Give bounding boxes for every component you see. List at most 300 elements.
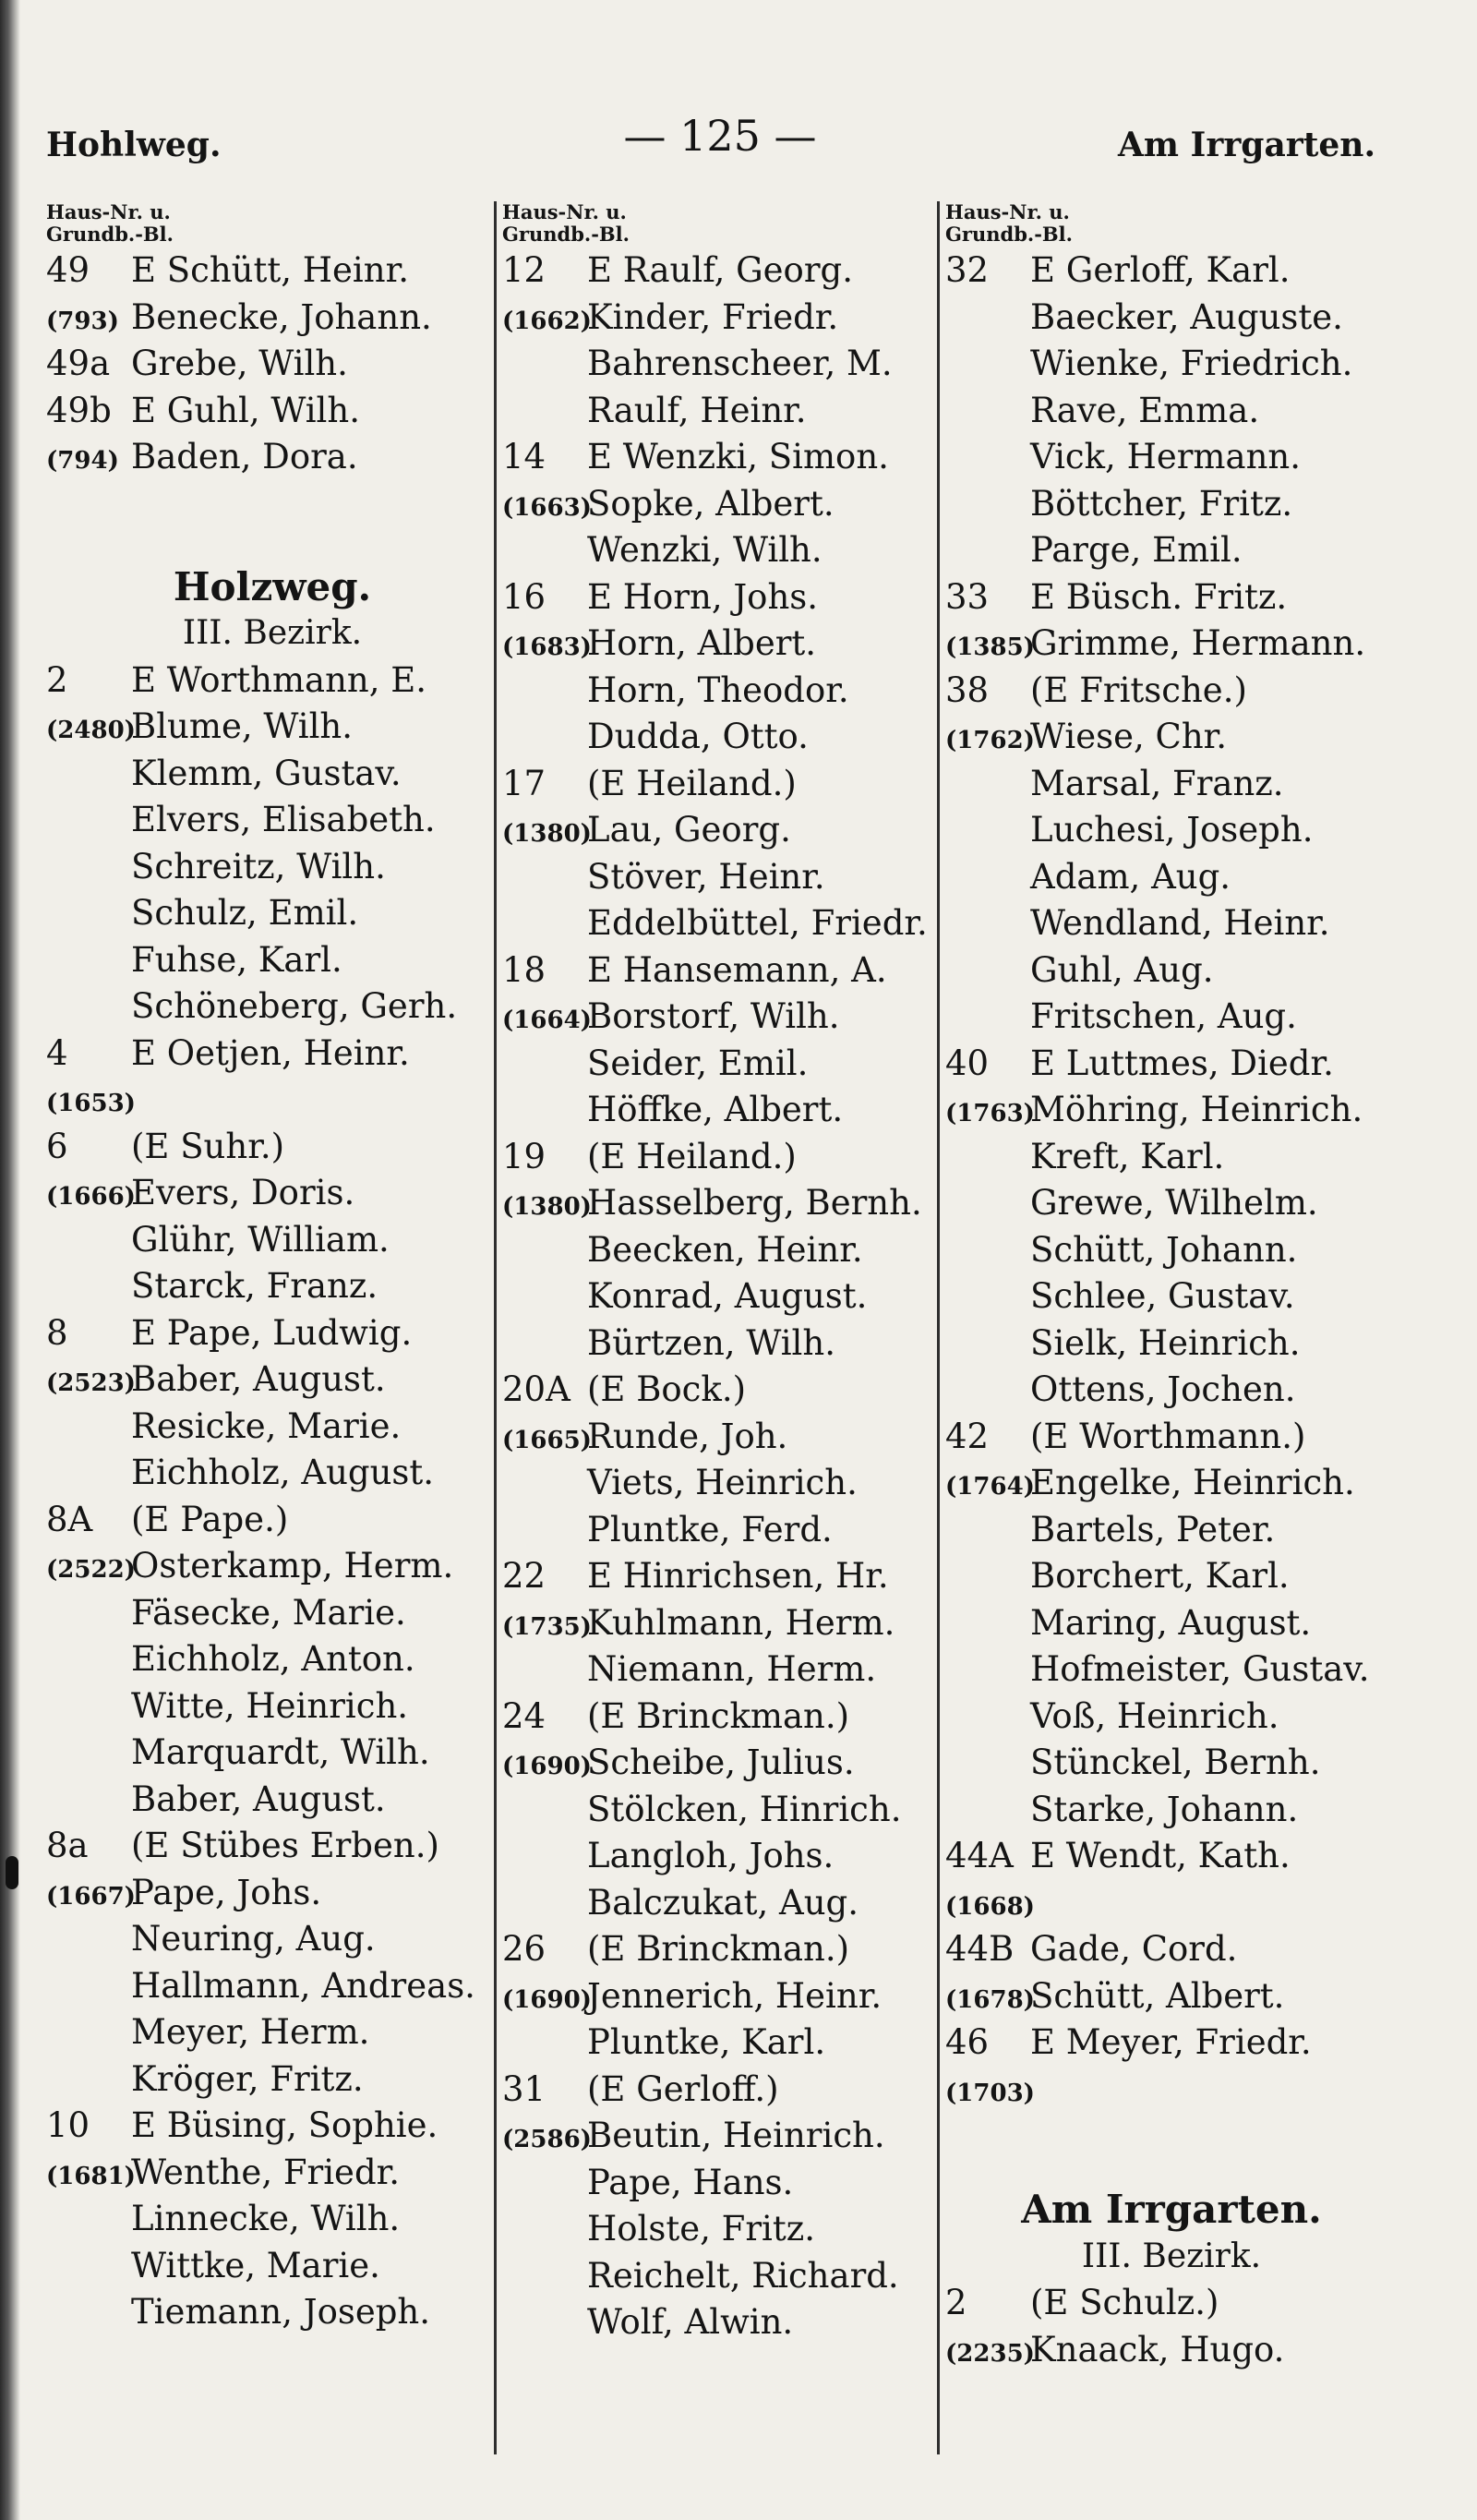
directory-entry: [945, 1041, 1398, 1088]
resident-name: Meyer, Herm.: [131, 2012, 370, 2052]
resident-name: Fäsecke, Marie.: [131, 1592, 406, 1633]
resident-name: Benecke, Johann.: [131, 296, 432, 337]
resident-name: (E Worthmann.): [1030, 1416, 1306, 1456]
land-register-number: (794): [46, 447, 119, 475]
resident-name: Maring, August.: [1030, 1602, 1312, 1643]
resident-name: Wenthe, Friedr.: [131, 2152, 401, 2192]
house-number: 16: [502, 576, 546, 617]
column-3: [937, 201, 1398, 2454]
resident-name: Jennerich, Heinr.: [587, 1975, 883, 2016]
column-header: Haus-Nr. u. Grundb.-Bl.: [502, 200, 630, 246]
house-number: 44B: [945, 1929, 1015, 1969]
resident-name: Luchesi, Joseph.: [1030, 810, 1314, 850]
resident-name: Baecker, Auguste.: [1030, 296, 1343, 337]
house-number: 6: [46, 1126, 68, 1166]
resident-name: E Meyer, Friedr.: [1030, 2022, 1312, 2062]
resident-name: Schütt, Albert.: [1030, 1975, 1285, 2016]
land-register-number: (2235): [945, 2339, 1035, 2368]
land-register-number: (1764): [945, 1473, 1035, 1501]
resident-name: Osterkamp, Herm.: [131, 1546, 454, 1586]
resident-name: Kinder, Friedr.: [587, 296, 839, 337]
directory-entry: [502, 1880, 955, 1927]
resident-name: Horn, Theodor.: [587, 669, 849, 710]
directory-entry: [502, 1926, 955, 1973]
resident-name: (E Schulz.): [1030, 2283, 1219, 2322]
land-register-number: (1653): [46, 1090, 136, 1117]
directory-entry: [502, 1694, 955, 1741]
resident-name: (E Suhr.): [131, 1126, 285, 1166]
directory-entry: [945, 295, 1398, 342]
resident-name: Beutin, Heinrich.: [587, 2116, 885, 2155]
resident-name: Ottens, Jochen.: [1030, 1369, 1296, 1409]
land-register-number: (2522): [46, 1556, 136, 1584]
directory-entry: [502, 2113, 955, 2160]
directory-entry: [46, 1404, 498, 1451]
directory-entry: [945, 1087, 1398, 1134]
resident-name: Balczukat, Aug.: [587, 1882, 859, 1923]
house-number: 44A: [945, 1836, 1014, 1875]
directory-entry: [46, 247, 498, 295]
resident-name: Stölcken, Hinrich.: [587, 1789, 902, 1829]
directory-entry: [945, 1134, 1398, 1181]
resident-name: Marquardt, Wilh.: [131, 1732, 430, 1772]
resident-name: E Raulf, Georg.: [587, 250, 853, 290]
directory-entry: [945, 1880, 1398, 1927]
resident-name: (E Stübes Erben.): [131, 1826, 439, 1865]
directory-entry: [46, 1916, 498, 1963]
resident-name: Neuring, Aug.: [131, 1919, 376, 1959]
page-number: — 125 —: [623, 111, 817, 161]
resident-name: E Wenzki, Simon.: [587, 437, 889, 476]
resident-name: (E Heiland.): [587, 1136, 797, 1176]
directory-entry: [502, 341, 955, 388]
holzweg-entries-cont: [945, 247, 1398, 2113]
directory-entry: [945, 1507, 1398, 1554]
land-register-number: (1380): [502, 820, 592, 848]
resident-name: Borchert, Karl.: [1030, 1556, 1290, 1596]
directory-entry: [502, 2253, 955, 2300]
directory-entry: [46, 388, 498, 435]
directory-entry: [945, 527, 1398, 574]
directory-entry: [46, 937, 498, 984]
land-register-number: (1703): [945, 2079, 1035, 2107]
resident-name: Resicke, Marie.: [131, 1405, 402, 1446]
directory-entry: [502, 1414, 955, 1461]
directory-entry: [46, 704, 498, 751]
resident-name: Adam, Aug.: [1030, 856, 1231, 897]
directory-entry: [502, 947, 955, 995]
resident-name: E Büsch. Fritz.: [1030, 576, 1288, 617]
directory-entry: [46, 1077, 498, 1124]
street-title-am-irrgarten: Am Irrgarten.: [1021, 2187, 1322, 2232]
running-head-right: Am Irrgarten.: [1117, 126, 1375, 164]
directory-entry: [46, 2196, 498, 2243]
resident-name: Elvers, Elisabeth.: [131, 800, 436, 839]
house-number: 20A: [502, 1369, 570, 1409]
resident-name: Stünckel, Bernh.: [1030, 1742, 1321, 1782]
directory-entry: [945, 1460, 1398, 1507]
resident-name: Klemm, Gustav.: [131, 753, 402, 793]
resident-name: (E Gerloff.): [587, 2068, 779, 2109]
resident-name: Kuhlmann, Herm.: [587, 1602, 895, 1643]
resident-name: Baber, August.: [131, 1778, 386, 1819]
resident-name: Baden, Dora.: [131, 437, 358, 476]
house-number: 8: [46, 1312, 68, 1353]
house-number: 24: [502, 1695, 546, 1736]
directory-entry: [502, 2020, 955, 2067]
directory-entry: [502, 247, 955, 295]
house-number: 46: [945, 2022, 990, 2062]
land-register-number: (1762): [945, 727, 1035, 754]
house-number: 19: [502, 1136, 546, 1176]
resident-name: Dudda, Otto.: [587, 717, 809, 756]
resident-name: Eddelbüttel, Friedr.: [587, 903, 928, 943]
resident-name: E Hansemann, A.: [587, 949, 887, 990]
directory-entry: [945, 1646, 1398, 1694]
holzweg-entries-cont: [502, 247, 955, 2346]
resident-name: Bürtzen, Wilh.: [587, 1322, 835, 1363]
resident-name: Holste, Fritz.: [587, 2209, 815, 2249]
running-head-left: Hohlweg.: [46, 126, 222, 164]
house-number: 17: [502, 763, 546, 803]
resident-name: Höffke, Albert.: [587, 1090, 844, 1129]
directory-entry: [945, 574, 1398, 621]
directory-entry: [46, 2103, 498, 2150]
resident-name: Tiemann, Joseph.: [131, 2292, 431, 2332]
resident-name: Möhring, Heinrich.: [1030, 1090, 1363, 1129]
directory-entry: [945, 1694, 1398, 1741]
land-register-number: (1664): [502, 1007, 592, 1034]
resident-name: Eichholz, Anton.: [131, 1639, 415, 1679]
directory-entry: [502, 714, 955, 761]
resident-name: (E Fritsche.): [1030, 669, 1247, 710]
land-register-number: (2523): [46, 1369, 136, 1397]
directory-entry: [502, 295, 955, 342]
resident-name: Langloh, Johs.: [587, 1836, 835, 1875]
directory-entry: [46, 2289, 498, 2336]
directory-entry: [945, 900, 1398, 947]
directory-entry: [502, 388, 955, 435]
directory-entry: [945, 1740, 1398, 1787]
directory-entry: [502, 1973, 955, 2020]
directory-entry: [46, 1031, 498, 1078]
directory-entry: [945, 947, 1398, 995]
resident-name: E Worthmann, E.: [131, 659, 427, 700]
land-register-number: (1690): [502, 1985, 592, 2014]
directory-entry: [945, 1787, 1398, 1834]
house-number: 4: [46, 1032, 68, 1073]
directory-entry: [945, 1973, 1398, 2020]
resident-name: Wittke, Marie.: [131, 2245, 380, 2285]
directory-entry: [46, 2009, 498, 2056]
directory-entry: [46, 434, 498, 481]
resident-name: Pape, Hans.: [587, 2162, 794, 2202]
resident-name: Starke, Johann.: [1030, 1789, 1299, 1829]
land-register-number: (1665): [502, 1426, 592, 1454]
hohlweg-entries: [46, 247, 498, 481]
resident-name: Pape, Johs.: [131, 1872, 322, 1912]
directory-entry: [502, 900, 955, 947]
directory-entry: [46, 341, 498, 388]
directory-entry: [945, 1926, 1398, 1973]
directory-entry: [945, 1833, 1398, 1880]
land-register-number: (1681): [46, 2162, 136, 2190]
resident-name: Seider, Emil.: [587, 1043, 809, 1083]
resident-name: Konrad, August.: [587, 1276, 868, 1316]
land-register-number: (1735): [502, 1612, 592, 1641]
resident-name: (E Brinckman.): [587, 1929, 850, 1969]
resident-name: E Gerloff, Karl.: [1030, 250, 1291, 290]
directory-entry: [46, 797, 498, 844]
directory-entry: [945, 434, 1398, 481]
resident-name: Fuhse, Karl.: [131, 939, 342, 980]
resident-name: Schreitz, Wilh.: [131, 846, 386, 886]
directory-entry: [945, 1367, 1398, 1414]
resident-name: Raulf, Heinr.: [587, 390, 807, 430]
directory-entry: [46, 1963, 498, 2010]
column-header: Haus-Nr. u. Grundb.-Bl.: [945, 200, 1073, 246]
directory-entry: [502, 2067, 955, 2114]
resident-name: Stöver, Heinr.: [587, 856, 825, 897]
directory-entry: [502, 1600, 955, 1647]
resident-name: Grebe, Wilh.: [131, 344, 348, 383]
resident-name: Hasselberg, Bernh.: [587, 1183, 922, 1223]
resident-name: E Wendt, Kath.: [1030, 1836, 1291, 1875]
directory-entry: [502, 1134, 955, 1181]
directory-entry: [502, 621, 955, 668]
directory-entry: [502, 807, 955, 854]
directory-entry: [502, 854, 955, 901]
directory-entry: [945, 247, 1398, 295]
resident-name: E Oetjen, Heinr.: [131, 1032, 410, 1073]
land-register-number: (1763): [945, 1100, 1035, 1127]
resident-name: E Büsing, Sophie.: [131, 2105, 438, 2145]
resident-name: Böttcher, Fritz.: [1030, 483, 1293, 524]
directory-entry: [502, 761, 955, 808]
am-irrgarten-entries: [945, 2280, 1398, 2373]
directory-entry: [945, 2327, 1398, 2374]
directory-entry: [945, 994, 1398, 1041]
directory-entry: [945, 1227, 1398, 1274]
resident-name: Marsal, Franz.: [1030, 763, 1284, 803]
binding-mark: [6, 1856, 18, 1889]
directory-entry: [945, 621, 1398, 668]
street-title-holzweg: Holzweg.: [173, 563, 372, 609]
house-number: 26: [502, 1929, 546, 1969]
resident-name: Niemann, Herm.: [587, 1649, 877, 1689]
house-number: 2: [945, 2283, 967, 2322]
directory-entry: [502, 1087, 955, 1134]
directory-entry: [46, 1590, 498, 1637]
resident-name: Bahrenscheer, M.: [587, 344, 893, 383]
resident-name: Sielk, Heinrich.: [1030, 1322, 1301, 1363]
resident-name: E Luttmes, Diedr.: [1030, 1043, 1334, 1083]
resident-name: (E Brinckman.): [587, 1695, 850, 1736]
directory-entry: [46, 295, 498, 342]
land-register-number: (1662): [502, 307, 592, 335]
directory-entry: [502, 434, 955, 481]
house-number: 8a: [46, 1826, 89, 1865]
resident-name: Schlee, Gustav.: [1030, 1276, 1295, 1316]
house-number: 14: [502, 437, 546, 476]
directory-entry: [46, 1450, 498, 1497]
directory-entry: [46, 1356, 498, 1404]
resident-name: (E Heiland.): [587, 763, 797, 803]
directory-entry: [502, 1787, 955, 1834]
directory-entry: [46, 2243, 498, 2290]
directory-entry: [502, 1646, 955, 1694]
resident-name: Beecken, Heinr.: [587, 1229, 863, 1270]
resident-name: Kreft, Karl.: [1030, 1136, 1225, 1176]
column-1: [46, 201, 498, 2336]
directory-entry: [46, 1170, 498, 1217]
resident-name: Voß, Heinrich.: [1030, 1695, 1279, 1736]
resident-name: Wiese, Chr.: [1030, 717, 1228, 756]
district-label: III. Bezirk.: [182, 614, 363, 652]
directory-entry: [46, 1870, 498, 1917]
directory-entry: [46, 1823, 498, 1870]
directory-entry: [945, 1273, 1398, 1320]
resident-name: E Schütt, Heinr.: [131, 250, 409, 290]
resident-name: Wenzki, Wilh.: [587, 530, 823, 570]
resident-name: Horn, Albert.: [587, 623, 817, 663]
resident-name: Evers, Doris.: [131, 1173, 355, 1212]
resident-name: Starck, Franz.: [131, 1266, 378, 1306]
resident-name: Guhl, Aug.: [1030, 949, 1214, 990]
directory-entry: [502, 2206, 955, 2253]
holzweg-entries: [46, 657, 498, 2336]
resident-name: Grimme, Hermann.: [1030, 623, 1366, 663]
directory-entry: [945, 668, 1398, 715]
directory-entry: [46, 1124, 498, 1171]
directory-entry: [502, 1320, 955, 1368]
land-register-number: (1667): [46, 1882, 136, 1911]
resident-name: Wienke, Friedrich.: [1030, 344, 1353, 383]
house-number: 42: [945, 1416, 990, 1456]
resident-name: Schöneberg, Gerh.: [131, 986, 458, 1026]
resident-name: E Pape, Ludwig.: [131, 1312, 413, 1353]
directory-entry: [945, 807, 1398, 854]
directory-entry: [502, 2299, 955, 2346]
resident-name: Schütt, Johann.: [1030, 1229, 1298, 1270]
resident-name: Vick, Hermann.: [1030, 437, 1301, 476]
resident-name: (E Bock.): [587, 1369, 747, 1409]
directory-entry: [502, 527, 955, 574]
house-number: 33: [945, 576, 990, 617]
land-register-number: (1678): [945, 1985, 1035, 2014]
directory-entry: [945, 2280, 1398, 2327]
resident-name: Rave, Emma.: [1030, 390, 1260, 430]
resident-name: Scheibe, Julius.: [587, 1742, 855, 1782]
directory-entry: [945, 2020, 1398, 2067]
resident-name: Parge, Emil.: [1030, 530, 1243, 570]
directory-entry: [502, 1367, 955, 1414]
directory-entry: [945, 481, 1398, 528]
house-number: 40: [945, 1043, 990, 1083]
land-register-number: (1683): [502, 633, 592, 661]
resident-name: Linnecke, Wilh.: [131, 2199, 401, 2238]
directory-entry: [502, 1273, 955, 1320]
land-register-number: (1666): [46, 1183, 136, 1211]
directory-entry: [46, 2056, 498, 2104]
directory-entry: [46, 657, 498, 705]
directory-entry: [46, 844, 498, 891]
resident-name: Gade, Cord.: [1030, 1929, 1238, 1969]
resident-name: Borstorf, Wilh.: [587, 996, 840, 1036]
directory-entry: [502, 1553, 955, 1600]
directory-entry: [46, 1497, 498, 1544]
directory-entry: [502, 574, 955, 621]
resident-name: Viets, Heinrich.: [587, 1463, 858, 1502]
resident-name: Baber, August.: [131, 1359, 386, 1399]
house-number: 12: [502, 250, 546, 290]
resident-name: Hofmeister, Gustav.: [1030, 1649, 1370, 1689]
directory-entry: [46, 1543, 498, 1590]
directory-entry: [945, 714, 1398, 761]
directory-entry: [945, 341, 1398, 388]
column-2: [494, 201, 955, 2454]
house-number: 2: [46, 659, 68, 700]
directory-entry: [502, 994, 955, 1041]
resident-name: Wolf, Alwin.: [587, 2302, 794, 2342]
resident-name: Knaack, Hugo.: [1030, 2329, 1285, 2369]
land-register-number: (793): [46, 307, 119, 335]
directory-entry: [502, 1507, 955, 1554]
resident-name: Glühr, William.: [131, 1219, 390, 1260]
directory-entry: [945, 1553, 1398, 1600]
house-number: 22: [502, 1556, 546, 1596]
directory-entry: [945, 1180, 1398, 1227]
resident-name: Reichelt, Richard.: [587, 2255, 899, 2296]
resident-name: Fritschen, Aug.: [1030, 996, 1297, 1036]
resident-name: Grewe, Wilhelm.: [1030, 1183, 1318, 1223]
resident-name: E Guhl, Wilh.: [131, 390, 360, 430]
house-number: 38: [945, 669, 990, 710]
directory-entry: [502, 668, 955, 715]
house-number: 49a: [46, 344, 111, 383]
directory-entry: [46, 890, 498, 937]
directory-entry: [502, 481, 955, 528]
directory-entry: [945, 854, 1398, 901]
resident-name: Kröger, Fritz.: [131, 2058, 364, 2099]
house-number: 32: [945, 250, 990, 290]
directory-entry: [502, 1180, 955, 1227]
directory-entry: [46, 1217, 498, 1264]
column-header: Haus-Nr. u. Grundb.-Bl.: [46, 200, 174, 246]
house-number: 49b: [46, 390, 112, 430]
house-number: 8A: [46, 1499, 93, 1539]
house-number: 18: [502, 949, 546, 990]
resident-name: Blume, Wilh.: [131, 706, 353, 746]
land-register-number: (1380): [502, 1193, 592, 1221]
resident-name: Sopke, Albert.: [587, 483, 835, 524]
land-register-number: (1385): [945, 633, 1035, 661]
resident-name: Wendland, Heinr.: [1030, 903, 1330, 943]
resident-name: Runde, Joh.: [587, 1416, 788, 1456]
house-number: 49: [46, 250, 90, 290]
directory-entry: [502, 1041, 955, 1088]
directory-entry: [502, 1460, 955, 1507]
house-number: 10: [46, 2105, 90, 2145]
directory-entry: [46, 1263, 498, 1310]
district-label: III. Bezirk.: [1081, 2237, 1262, 2275]
house-number: 31: [502, 2068, 546, 2109]
directory-entry: [945, 388, 1398, 435]
resident-name: Witte, Heinrich.: [131, 1685, 409, 1726]
directory-entry: [46, 1777, 498, 1824]
resident-name: Lau, Georg.: [587, 810, 791, 850]
directory-entry: [945, 2067, 1398, 2114]
